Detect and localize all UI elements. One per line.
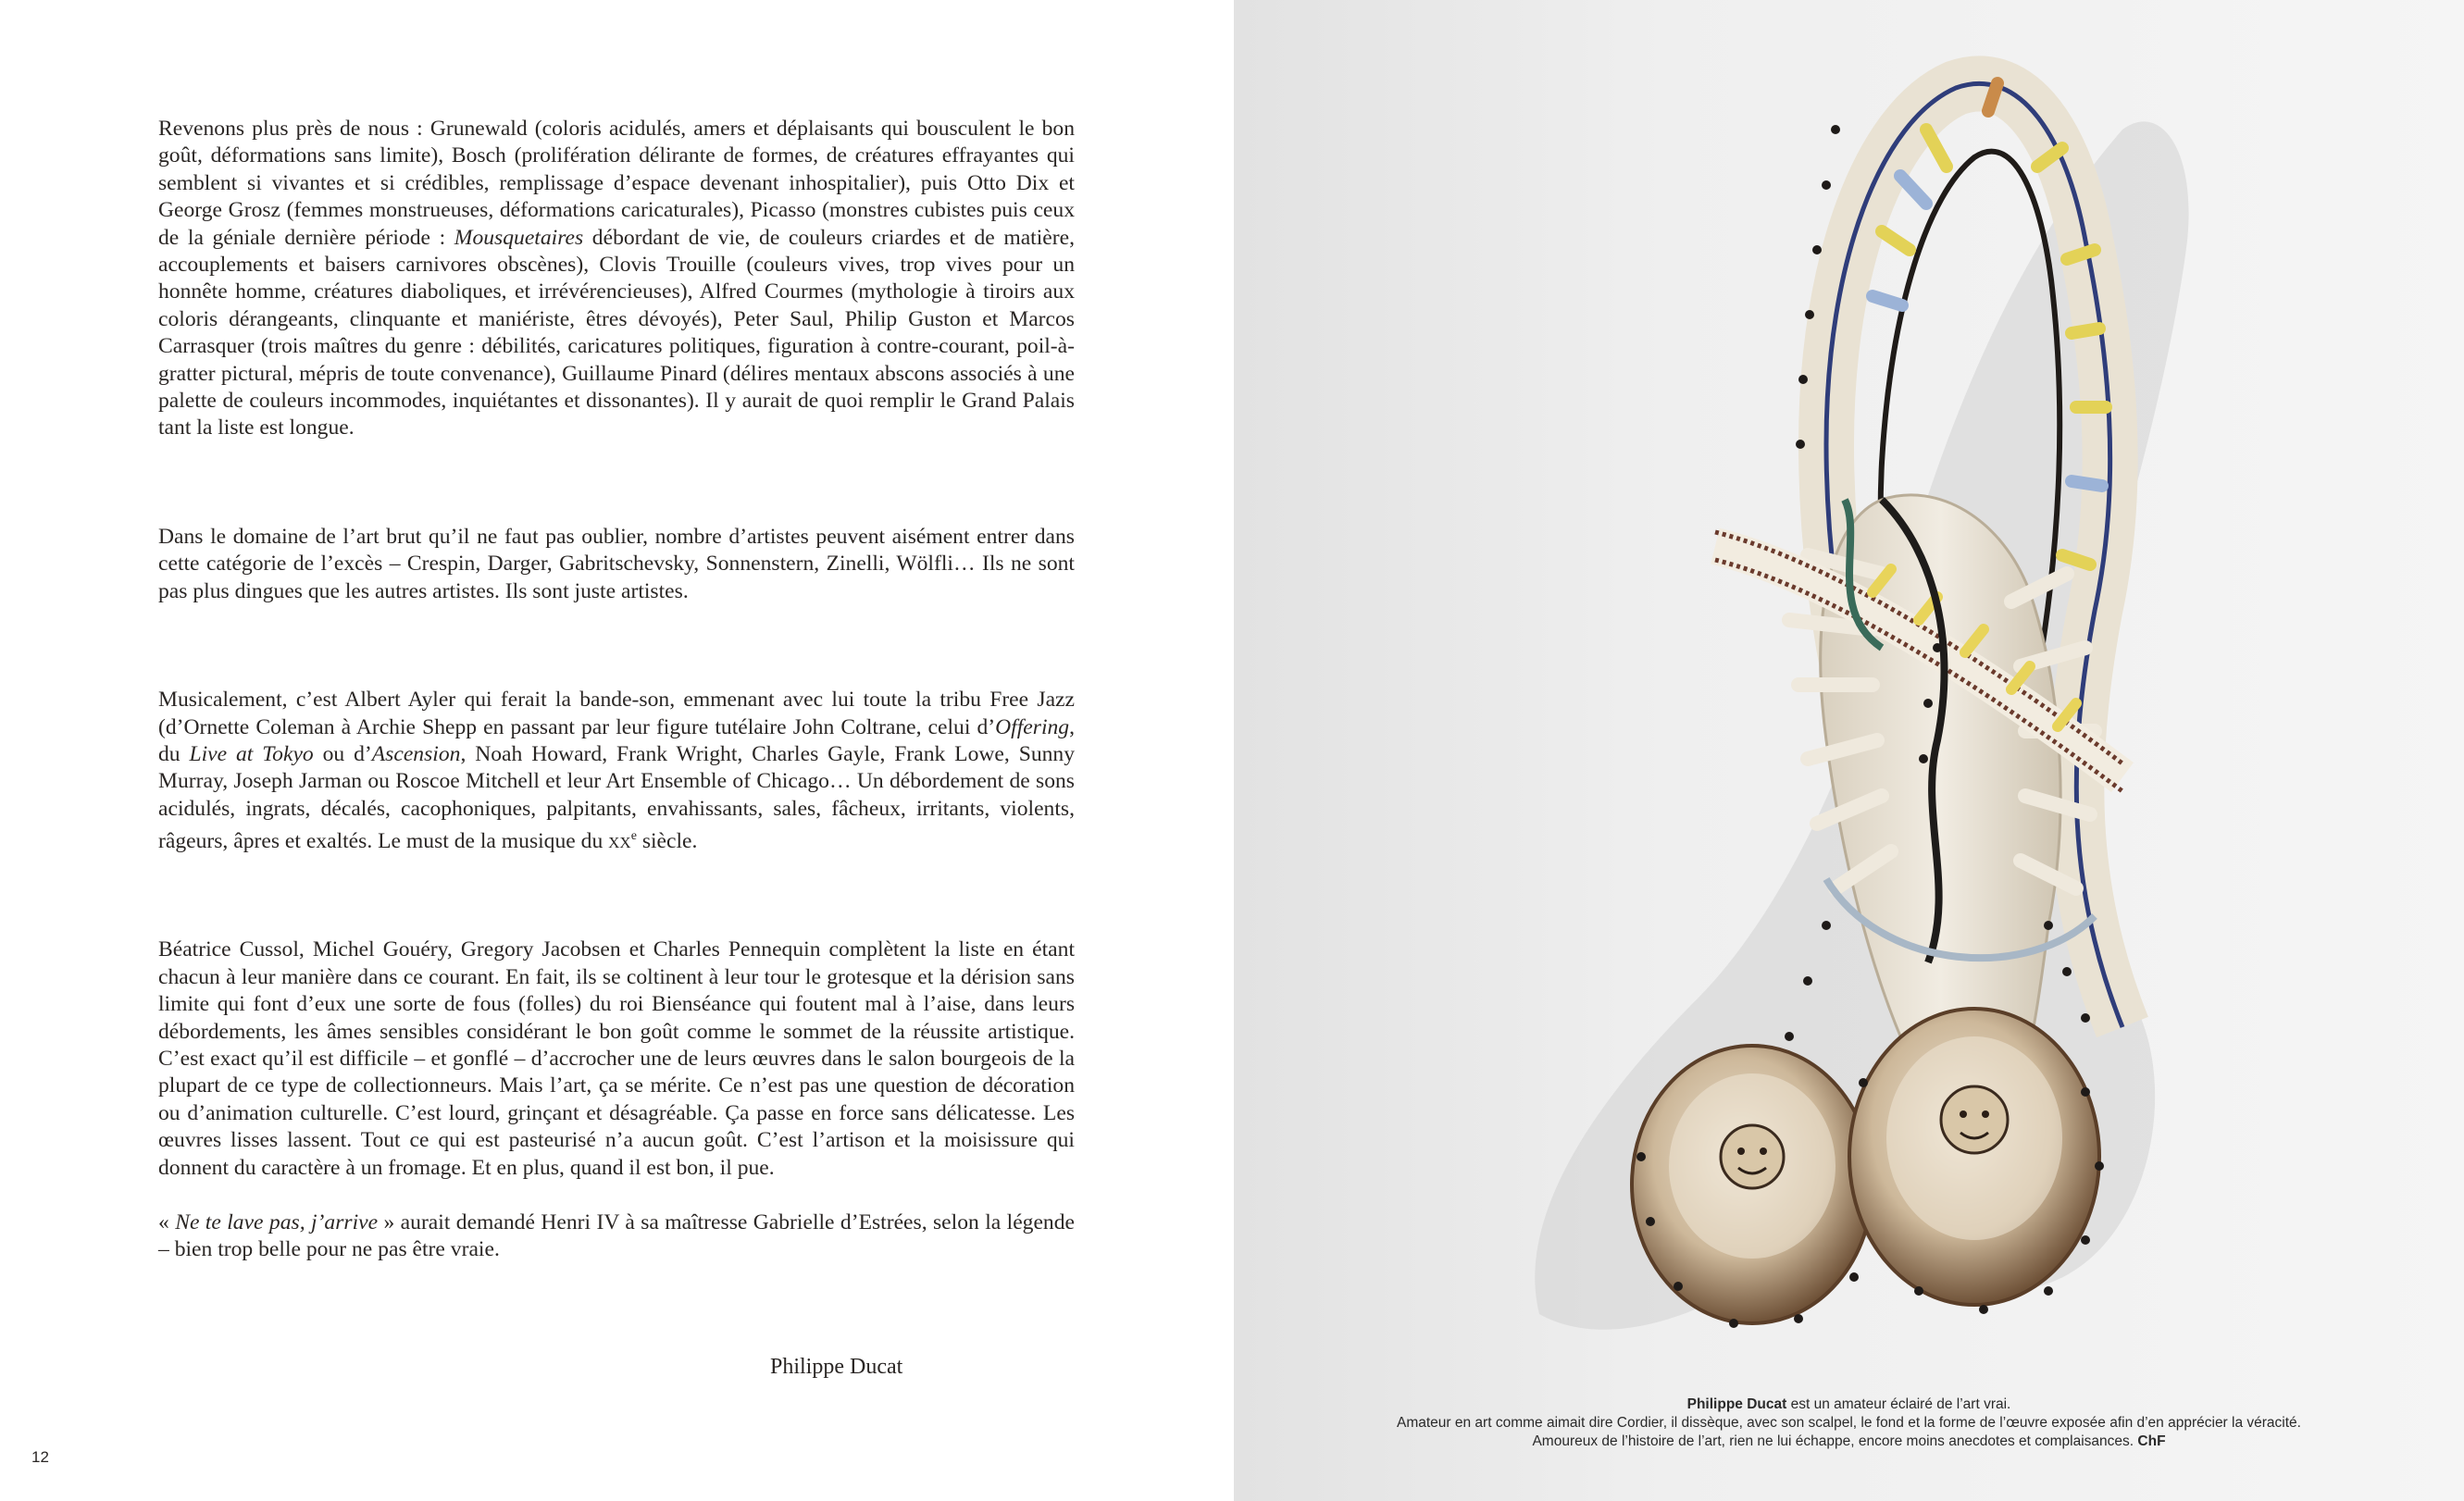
century-sup: e — [630, 829, 637, 844]
paragraph-1-italic: Mousquetaires — [454, 225, 584, 250]
paragraph-3-d: , Noah Howard, Frank Wright, Charles Gayle, Frank Lowe, Sunny Murray, Joseph Jarman ou Roscoe Mitchell et leur Art Ensemble of Chicago… Un débordement de sons acidulés, ingrats, décalés, cacophoniques, palpitants, envahissants, sales, fâcheux, irritants, violents, râgeurs, âpres et exaltés. Le must de la musique du — [158, 741, 1076, 853]
right-page — [1234, 0, 2464, 1501]
caption-line-3-text: Amoureux de l’histoire de l’art, rien ne lui échappe, encore moins anecdotes et complaisances. — [1532, 1433, 2138, 1449]
page-number: 12 — [31, 1448, 49, 1466]
photo-caption — [1234, 1396, 2464, 1451]
caption-name: Philippe Ducat — [1686, 1396, 1787, 1412]
paragraph-1-end: débordant de vie, de couleurs criardes et de matière, accouplements et baisers carnivores obscènes), Clovis Trouille (couleurs vives, trop vives pour un honnête homme, créatures diaboliques, et irrévérencieuses), Alfred Courmes (mythologie à tiroirs aux coloris dérangeants, clinquante et maniériste, êtres dévoyés), Peter Saul, Philip Guston et Marcos Carrasquer (trois maîtres du genre : débilités, caricatures politiques, figuration à contre-courant, poil-à-gratter pictural, mépris de toute convenance), Guillaume Pinard (délires mentaux abscons associés à une palette de couleurs incommodes, inquiétantes et dissonantes). Il y aurait de quoi remplir le Grand Palais tant la liste est longue. — [158, 225, 1075, 440]
caption-initials: ChF — [2137, 1433, 2166, 1449]
caption-line-3 — [1234, 1433, 2464, 1451]
title-ascension: Ascension — [371, 741, 461, 766]
paragraph-1-text: Revenons plus près de nous : Grunewald (coloris acidulés, amers et déplaisants qui bousculent le bon goût, déformations sans limite), Bosch (prolifération délirante de formes, de créatures effrayantes qui semblent si vivantes et si crédibles, remplissage d’espace devenant inhospitalier), puis Otto Dix et George Grosz (femmes monstrueuses, déformations caricaturales), Picasso (monstres cubistes puis ceux de la géniale dernière période : — [158, 117, 1075, 250]
paragraph-3 — [158, 687, 1075, 855]
title-offering: Offering — [995, 714, 1070, 739]
essay-text — [158, 116, 1075, 1264]
caption-line-1 — [1234, 1396, 2464, 1414]
paragraph-5 — [158, 1209, 1075, 1264]
paragraph-1 — [158, 116, 1075, 442]
signature: Philippe Ducat — [770, 1355, 903, 1379]
caption-line-1-text: est un amateur éclairé de l’art vrai. — [1786, 1396, 2011, 1412]
quote-italic: Ne te lave pas, j’arrive — [175, 1210, 379, 1235]
paragraph-2: Dans le domaine de l’art brut qu’il ne faut pas oublier, nombre d’artistes peuvent aisément entrer dans cette catégorie de l’excès – Crespin, Darger, Gabritschevsky, Sonnenstern, Zinelli, Wölfli… Ils ne sont pas plus dingues que les autres artistes. Ils sont juste artistes. — [158, 524, 1075, 603]
paragraph-3-e: siècle. — [636, 828, 698, 853]
title-live-at-tokyo: Live at Tokyo — [189, 741, 314, 766]
paragraph-3-b: , du — [158, 714, 1075, 766]
paragraph-4: Béatrice Cussol, Michel Gouéry, Gregory Jacobsen et Charles Pennequin complètent la liste en étant chacun à leur manière dans ce courant. En fait, ils se coltinent à leur tour le grotesque et la dérision sans limite qui font d’eux une sorte de fous (folles) du roi Bienséance qui foutent mal à l’aise, dans leurs débordements, les âmes sensibles considérant le bon goût comme le sommet de la réussite artistique. C’est exact qu’il est difficile – et gonflé – d’accrocher une de leurs œuvres dans le salon bourgeois de la plupart de ce type de collectionneurs. Mais l’art, ça se mérite. Ce n’est pas une question de décoration ou d’animation culturelle. C’est lourd, grinçant et désagréable. Ça passe en force sans délicatesse. Les œuvres lisses lassent. Tout ce qui est pasteurisé n’a aucun goût. C’est l’artison et la moisissure qui donnent du caractère à un fromage. Et en plus, quand il est bon, il pue. — [158, 937, 1075, 1180]
ceramic-sculpture-photo — [1234, 0, 2464, 1501]
century-numeral: xx — [608, 828, 631, 853]
quote-open: « — [158, 1210, 176, 1235]
caption-line-2: Amateur en art comme aimait dire Cordier, il dissèque, avec son scalpel, le fond et la forme de l’œuvre exposée afin d’en apprécier la véracité. — [1397, 1415, 2301, 1431]
paragraph-3-c: ou d’ — [313, 741, 372, 766]
paragraph-5-rest: » aurait demandé Henri IV à sa maîtresse Gabrielle d’Estrées, selon la légende – bien trop belle pour ne pas être vraie. — [158, 1210, 1075, 1262]
paragraph-3-a: Musicalement, c’est Albert Ayler qui ferait la bande-son, emmenant avec lui toute la tribu Free Jazz (d’Ornette Coleman à Archie Shepp en passant par leur figure tutélaire John Coltrane, celui d’ — [158, 688, 1075, 739]
